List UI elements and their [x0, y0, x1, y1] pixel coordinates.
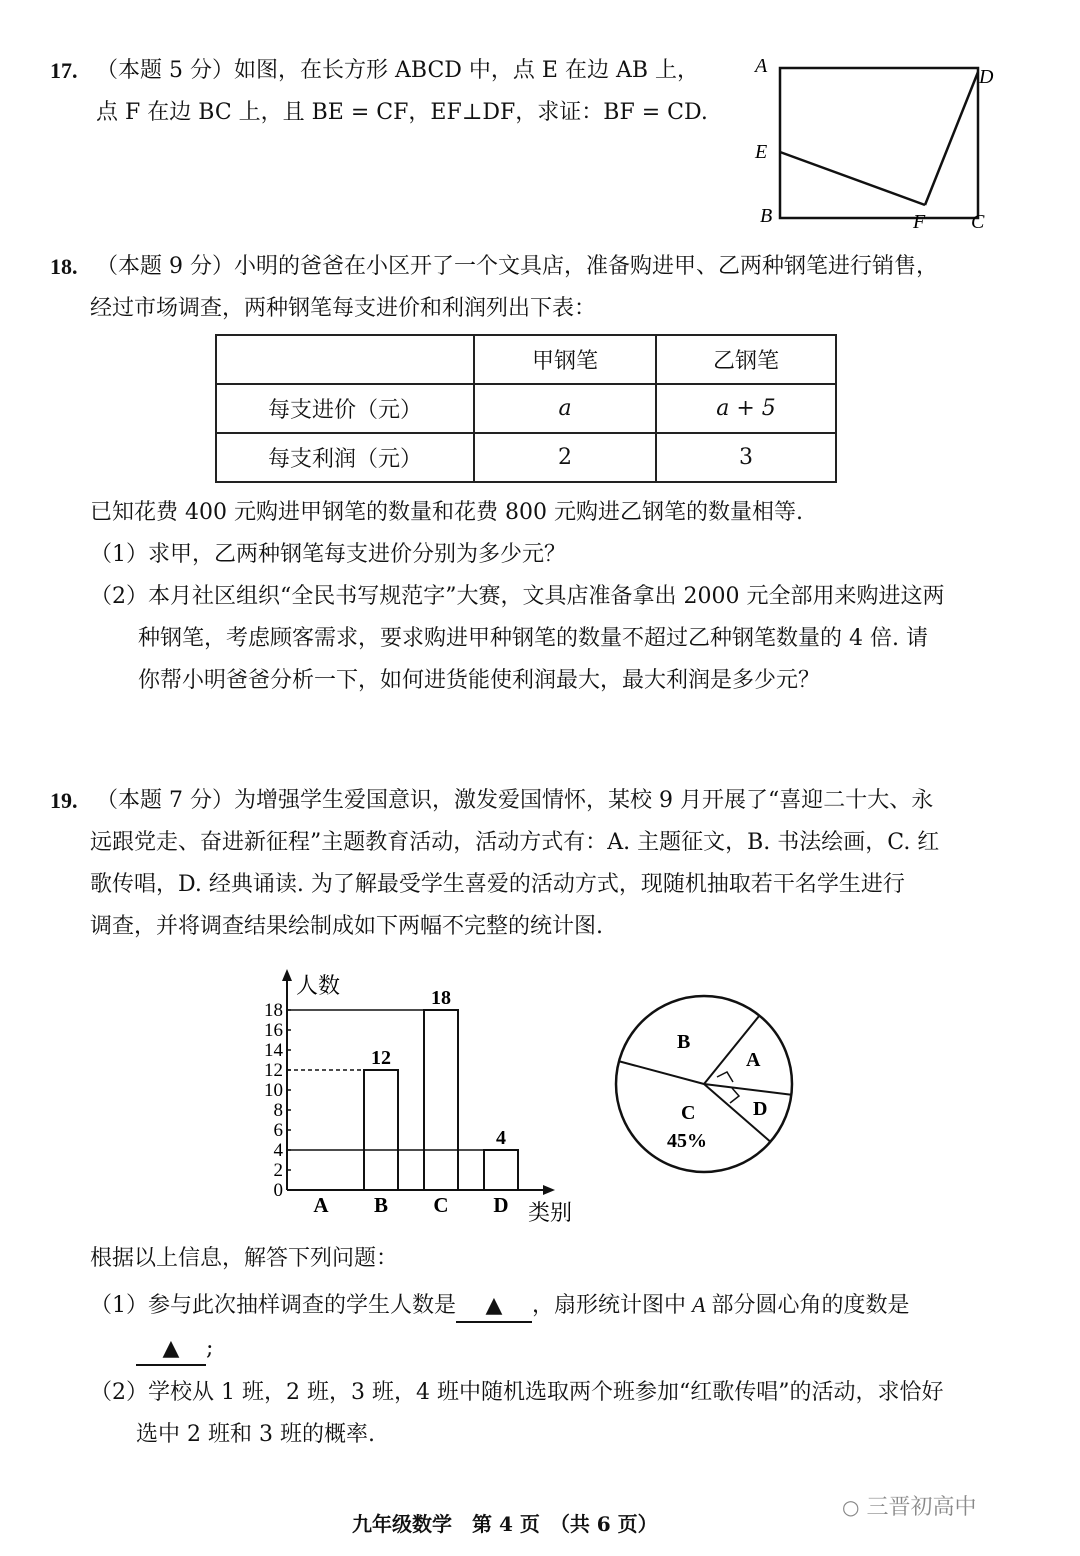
bar: [484, 1150, 518, 1190]
table-header-pen-a: 甲钢笔: [474, 335, 656, 384]
pie-label-d: D: [753, 1098, 768, 1120]
y-axis-arrow-icon: [282, 969, 292, 981]
bar: [424, 1010, 458, 1190]
q18-line2: 经过市场调查，两种钢笔每支进价和利润列出下表：: [90, 296, 597, 321]
label-d: D: [979, 66, 994, 88]
q17-rectangle-figure: [745, 50, 1035, 240]
watermark-text: 三晋初高中: [866, 1495, 977, 1520]
q18-part2-line3: 你帮小明爸爸分析一下，如何进货能使利润最大，最大利润是多少元？: [138, 668, 821, 693]
q19-part1-a: （1）参与此次抽样调查的学生人数是: [90, 1293, 456, 1318]
q18-info: 已知花费 400 元购进甲钢笔的数量和花费 800 元购进乙钢笔的数量相等.: [90, 500, 803, 525]
y-tick-label: 12: [264, 1060, 283, 1081]
x-tick-label: B: [373, 1193, 389, 1217]
q19-part1-var: A: [692, 1292, 706, 1317]
q17-line1: （本题 5 分）如图，在长方形 ABCD 中，点 E 在边 AB 上，: [96, 58, 699, 83]
q19-line1: （本题 7 分）为增强学生爱国意识，激发爱国情怀，某校 9 月开展了“喜迎二十大、永: [96, 788, 934, 813]
bar: [364, 1070, 398, 1190]
pie-annotation-c: 45%: [667, 1130, 707, 1152]
label-e: E: [755, 141, 768, 163]
right-angle-mark-d: [730, 1088, 739, 1103]
table-cell: 2: [474, 433, 656, 482]
y-tick-label: 6: [273, 1120, 283, 1141]
label-a: A: [755, 55, 768, 77]
q19-prompt: 根据以上信息，解答下列问题：: [90, 1246, 399, 1271]
q19-part1-c: 部分圆心角的度数是: [711, 1293, 910, 1318]
q19-part1-line2: ▲ ;: [136, 1334, 213, 1366]
y-tick-label: 14: [264, 1040, 283, 1061]
y-tick-label: 16: [264, 1020, 283, 1041]
pie-label-c: C: [681, 1102, 696, 1124]
rect-abcd: [780, 68, 978, 218]
label-b: B: [760, 205, 773, 227]
pie-chart: [605, 985, 805, 1185]
bar-data-label: 12: [371, 1047, 391, 1069]
bar-data-label: 18: [431, 987, 451, 1009]
q19-part1-line1: [90, 1290, 909, 1323]
y-tick-label: 4: [273, 1140, 283, 1161]
y-tick-label: 10: [264, 1080, 283, 1101]
table-row-label: 每支进价（元）: [216, 384, 474, 433]
x-axis-arrow-icon: [543, 1185, 555, 1195]
answer-blank-angle[interactable]: ▲: [136, 1334, 206, 1366]
y-axis-title: 人数: [296, 973, 341, 998]
answer-blank-count[interactable]: ▲: [456, 1291, 532, 1323]
q17-line2: 点 F 在边 BC 上，且 BE = CF，EF⊥DF，求证：BF = CD.: [96, 100, 708, 125]
bar-data-label: 4: [496, 1127, 506, 1149]
segment-df: [925, 72, 978, 205]
q19-line4: 调查，并将调查结果绘制成如下两幅不完整的统计图.: [90, 914, 603, 939]
q19-number: 19.: [50, 788, 78, 813]
y-tick-label: 0: [273, 1180, 283, 1201]
label-c: C: [971, 211, 985, 233]
y-tick-label: 18: [264, 1000, 283, 1021]
table-row-label: 每支利润（元）: [216, 433, 474, 482]
x-tick-label: D: [493, 1193, 509, 1217]
pie-label-b: B: [677, 1031, 691, 1053]
chat-bubble-icon: ○: [842, 1495, 860, 1519]
x-tick-label: C: [433, 1193, 449, 1217]
segment-ef: [780, 152, 925, 205]
q18-part2-line2: 种钢笔，考虑顾客需求，要求购进甲种钢笔的数量不超过乙种钢笔数量的 4 倍. 请: [138, 626, 928, 651]
table-header-row: [216, 335, 836, 384]
table-row: [216, 384, 836, 433]
table-cell: a: [474, 384, 656, 433]
q18-part1: （1）求甲，乙两种钢笔每支进价分别为多少元？: [90, 542, 566, 567]
q18-number: 18.: [50, 254, 78, 279]
table-cell: 3: [656, 433, 836, 482]
page-footer: 九年级数学 第 4 页 （共 6 页）: [352, 1512, 658, 1536]
q19-line2: 远跟党走、奋进新征程”主题教育活动，活动方式有：A. 主题征文，B. 书法绘画，C. 红: [90, 830, 940, 855]
q19-line3: 歌传唱，D. 经典诵读. 为了解最受学生喜爱的活动方式，现随机抽取若干名学生进行: [90, 872, 905, 897]
y-tick-label: 8: [273, 1100, 283, 1121]
q19-part2-line1: （2）学校从 1 班，2 班，3 班，4 班中随机选取两个班参加“红歌传唱”的活动，求恰好: [90, 1380, 944, 1405]
q19-part2-line2: 选中 2 班和 3 班的概率.: [136, 1422, 375, 1447]
q17-number: 17.: [50, 58, 78, 83]
pie-divider: [704, 1084, 791, 1095]
pie-label-a: A: [746, 1049, 761, 1071]
table-header-pen-b: 乙钢笔: [656, 335, 836, 384]
x-tick-label: A: [313, 1193, 329, 1217]
q19-part1-b: ，扇形统计图中: [532, 1293, 687, 1318]
table-corner-cell: [216, 335, 474, 384]
table-cell: a + 5: [656, 384, 836, 433]
price-table: [215, 334, 837, 483]
q18-line1: （本题 9 分）小明的爸爸在小区开了一个文具店，准备购进甲、乙两种钢笔进行销售，: [96, 254, 938, 279]
table-row: [216, 433, 836, 482]
x-axis-title: 类别: [528, 1200, 573, 1225]
y-tick-label: 2: [273, 1160, 283, 1181]
q18-part2-line1: （2）本月社区组织“全民书写规范字”大赛，文具店准备拿出 2000 元全部用来购进这两: [90, 584, 945, 609]
label-f: F: [913, 211, 926, 233]
right-angle-mark-a: [717, 1072, 733, 1082]
pie-divider: [619, 1061, 704, 1084]
watermark: [842, 1490, 976, 1521]
bar-chart: [250, 965, 590, 1230]
